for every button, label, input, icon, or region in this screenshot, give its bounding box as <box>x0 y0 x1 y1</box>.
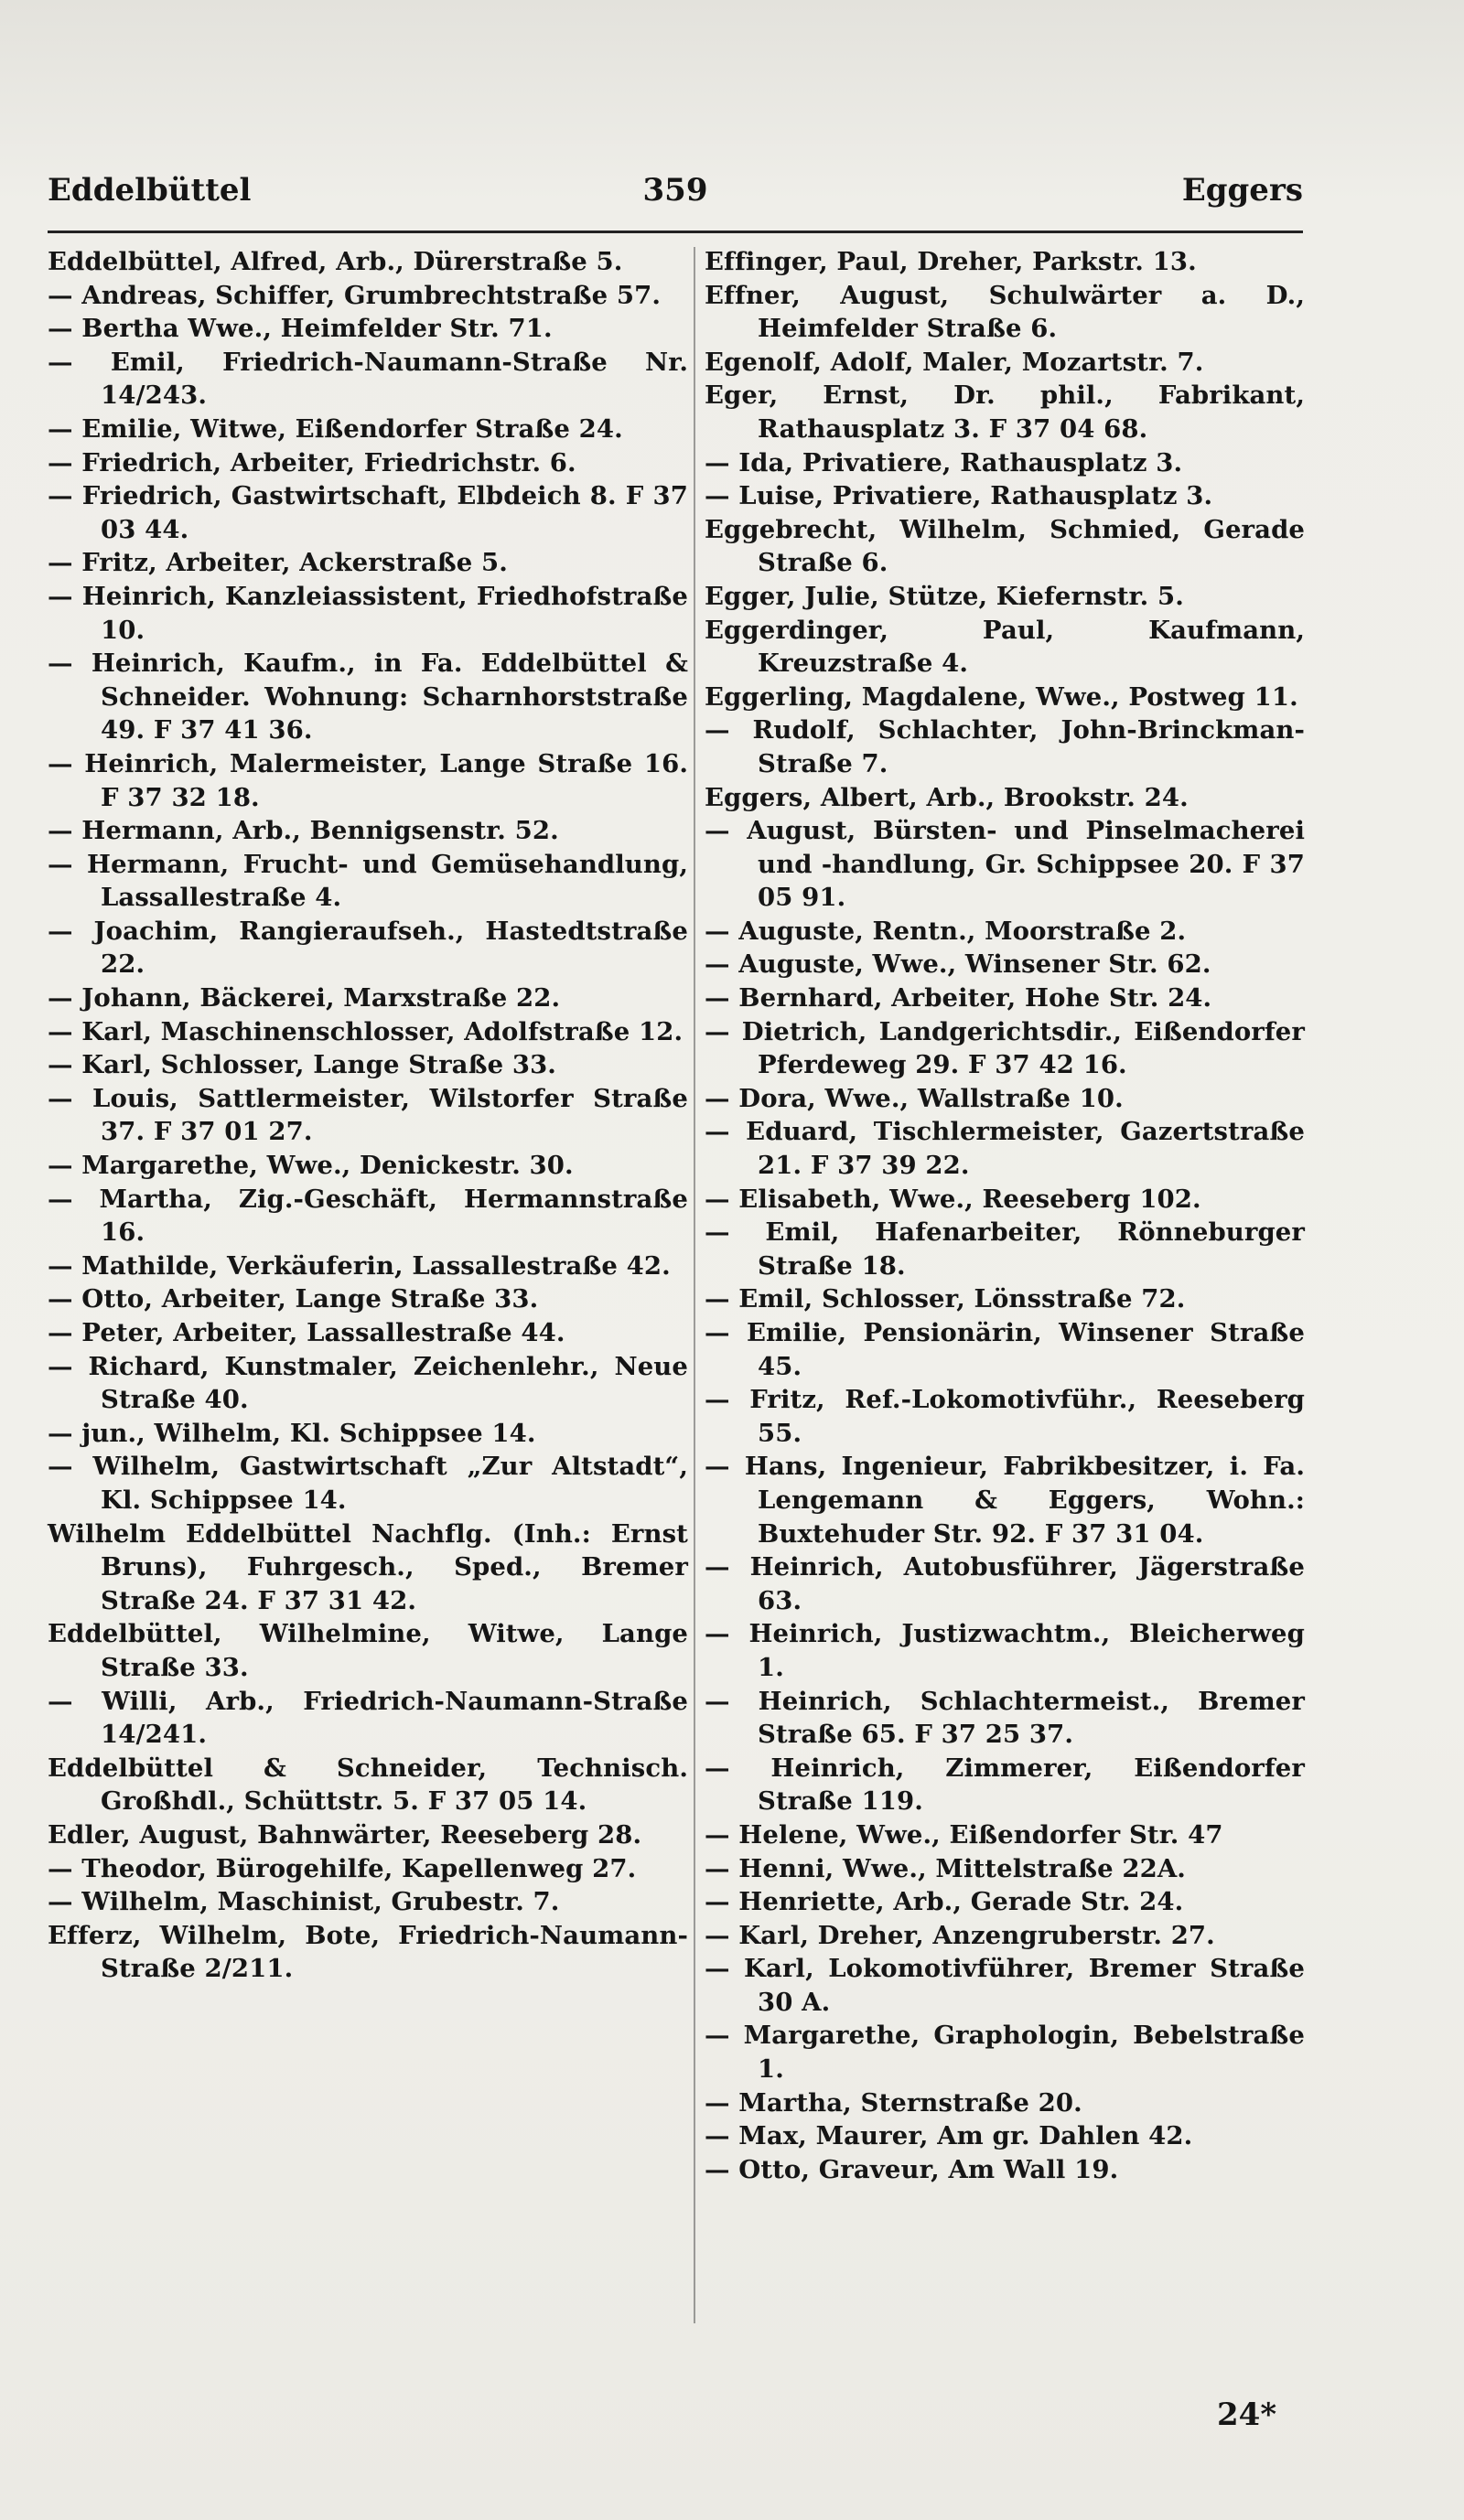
directory-entry: — Henriette, Arb., Gerade Str. 24. <box>705 1887 1184 1917</box>
directory-entry: Eddelbüttel, Wilhelmine, Witwe, Lange Straße 33. <box>48 1619 688 1682</box>
directory-entry: Wilhelm Eddelbüttel Nachflg. (Inh.: Ernst Bruns), Fuhrgesch., Sped., Bremer Straße 24. F 37 31 42. <box>48 1518 688 1615</box>
printer-signature: 24* <box>1217 2397 1277 2433</box>
directory-entry: — Karl, Schlosser, Lange Straße 33. <box>48 1050 556 1080</box>
directory-entry: Eggebrecht, Wilhelm, Schmied, Gerade Straße 6. <box>705 514 1305 578</box>
directory-entry: — Hans, Ingenieur, Fabrikbesitzer, i. Fa. Lengemann & Eggers, Wohn.: Buxtehuder Str. 92. F 37 31 04. <box>705 1452 1305 1549</box>
directory-entry: — Heinrich, Kaufm., in Fa. Eddelbüttel & Schneider. Wohnung: Scharnhorststraße 49. F 37 41 36. <box>48 649 688 745</box>
right-column <box>705 245 1305 2186</box>
directory-entry: — Fritz, Arbeiter, Ackerstraße 5. <box>48 548 508 578</box>
directory-entry: — Emil, Friedrich-Naumann-Straße Nr. 14/243. <box>48 347 688 411</box>
directory-entry: — Hermann, Frucht- und Gemüsehandlung, Lassallestraße 4. <box>48 849 688 913</box>
directory-entry: Eggers, Albert, Arb., Brookstr. 24. <box>705 782 1189 812</box>
directory-entry: — August, Bürsten- und Pinselmacherei und -handlung, Gr. Schippsee 20. F 37 05 91. <box>705 816 1305 913</box>
directory-entry: Effner, August, Schulwärter a. D., Heimfelder Straße 6. <box>705 280 1305 344</box>
page-header <box>48 172 1303 218</box>
directory-entry: — Heinrich, Malermeister, Lange Straße 16. F 37 32 18. <box>48 748 688 812</box>
directory-entry: — Karl, Dreher, Anzengruberstr. 27. <box>705 1920 1215 1950</box>
directory-entry: — Max, Maurer, Am gr. Dahlen 42. <box>705 2121 1193 2151</box>
directory-entry: — Heinrich, Autobusführer, Jägerstraße 63. <box>705 1552 1305 1615</box>
directory-entry: — Theodor, Bürogehilfe, Kapellenweg 27. <box>48 1853 637 1883</box>
directory-entry: — Andreas, Schiffer, Grumbrechtstraße 57. <box>48 280 662 310</box>
directory-entry: — Wilhelm, Gastwirtschaft „Zur Altstadt“, Kl. Schippsee 14. <box>48 1452 688 1515</box>
directory-entry: Egenolf, Adolf, Maler, Mozartstr. 7. <box>705 347 1204 377</box>
directory-entry: — Emil, Hafenarbeiter, Rönneburger Straße 18. <box>705 1217 1305 1281</box>
directory-entry: Egger, Julie, Stütze, Kiefernstr. 5. <box>705 581 1184 611</box>
directory-entry: — Friedrich, Arbeiter, Friedrichstr. 6. <box>48 447 576 477</box>
directory-entry: — Bernhard, Arbeiter, Hohe Str. 24. <box>705 983 1212 1013</box>
directory-entry: — Bertha Wwe., Heimfelder Str. 71. <box>48 314 553 344</box>
directory-entry: — Auguste, Rentn., Moorstraße 2. <box>705 916 1187 946</box>
directory-entry: — Margarethe, Graphologin, Bebelstraße 1. <box>705 2021 1305 2085</box>
directory-entry: — Emilie, Pensionärin, Winsener Straße 45. <box>705 1318 1305 1381</box>
header-right-keyword: Eggers <box>1181 172 1303 209</box>
directory-entry: Edler, August, Bahnwärter, Reeseberg 28. <box>48 1819 642 1850</box>
directory-entry: — Eduard, Tischlermeister, Gazertstraße 21. F 37 39 22. <box>705 1117 1305 1181</box>
directory-entry: — Rudolf, Schlachter, John-Brinckman-Straße 7. <box>705 715 1305 778</box>
directory-entry: — Mathilde, Verkäuferin, Lassallestraße 42. <box>48 1250 671 1281</box>
directory-entry: — Martha, Zig.-Geschäft, Hermannstraße 16. <box>48 1184 688 1248</box>
directory-entry: — Martha, Sternstraße 20. <box>705 2087 1082 2118</box>
directory-entry: — Margarethe, Wwe., Denickestr. 30. <box>48 1151 574 1181</box>
directory-entry: — Elisabeth, Wwe., Reeseberg 102. <box>705 1184 1201 1214</box>
directory-entry: — Heinrich, Schlachtermeist., Bremer Straße 65. F 37 25 37. <box>705 1686 1305 1750</box>
directory-entry: — Dora, Wwe., Wallstraße 10. <box>705 1083 1124 1113</box>
directory-entry: — Willi, Arb., Friedrich-Naumann-Straße 14/241. <box>48 1686 688 1750</box>
directory-entry: — Otto, Arbeiter, Lange Straße 33. <box>48 1284 539 1314</box>
directory-entry: Eddelbüttel & Schneider, Technisch. Großhdl., Schüttstr. 5. F 37 05 14. <box>48 1753 688 1817</box>
directory-entry: — Henni, Wwe., Mittelstraße 22A. <box>705 1853 1186 1883</box>
directory-entry: — Peter, Arbeiter, Lassallestraße 44. <box>48 1318 565 1347</box>
directory-entry: — Auguste, Wwe., Winsener Str. 62. <box>705 949 1211 980</box>
directory-entry: Eddelbüttel, Alfred, Arb., Dürerstraße 5. <box>48 247 623 276</box>
header-divider <box>48 231 1303 233</box>
directory-entry: Efferz, Wilhelm, Bote, Friedrich-Naumann-Straße 2/211. <box>48 1920 688 1984</box>
directory-entry: — Hermann, Arb., Bennigsenstr. 52. <box>48 816 559 846</box>
directory-entry: — Wilhelm, Maschinist, Grubestr. 7. <box>48 1887 560 1917</box>
directory-entry: — Heinrich, Zimmerer, Eißendorfer Straße 119. <box>705 1753 1305 1817</box>
directory-entry: Eggerling, Magdalene, Wwe., Postweg 11. <box>705 681 1298 712</box>
directory-entry: — Friedrich, Gastwirtschaft, Elbdeich 8. F 37 03 44. <box>48 481 688 544</box>
directory-entry: — Richard, Kunstmaler, Zeichenlehr., Neue Straße 40. <box>48 1351 688 1415</box>
directory-entry: — Johann, Bäckerei, Marxstraße 22. <box>48 983 561 1013</box>
directory-entry: — Emil, Schlosser, Lönsstraße 72. <box>705 1284 1186 1314</box>
directory-entry: Effinger, Paul, Dreher, Parkstr. 13. <box>705 247 1197 276</box>
directory-entry: — Heinrich, Justizwachtm., Bleicherweg 1. <box>705 1619 1305 1682</box>
header-left-keyword: Eddelbüttel <box>48 172 252 209</box>
directory-entry: — jun., Wilhelm, Kl. Schippsee 14. <box>48 1418 536 1448</box>
directory-entry: — Otto, Graveur, Am Wall 19. <box>705 2154 1119 2184</box>
directory-entry: — Karl, Lokomotivführer, Bremer Straße 30 A. <box>705 1954 1305 2017</box>
directory-entry: Eggerdinger, Paul, Kaufmann, Kreuzstraße 4. <box>705 615 1305 679</box>
directory-entry: — Fritz, Ref.-Lokomotivführ., Reeseberg 55. <box>705 1385 1305 1448</box>
page-number: 359 <box>642 172 708 209</box>
column-divider <box>694 247 695 2323</box>
directory-entry: — Louis, Sattlermeister, Wilstorfer Straße 37. F 37 01 27. <box>48 1083 688 1147</box>
directory-entry: — Karl, Maschinenschlosser, Adolfstraße 12. <box>48 1016 684 1046</box>
directory-entry: — Luise, Privatiere, Rathausplatz 3. <box>705 481 1213 511</box>
directory-entry: — Ida, Privatiere, Rathausplatz 3. <box>705 447 1183 477</box>
left-column <box>48 245 688 1986</box>
directory-entry: — Dietrich, Landgerichtsdir., Eißendorfer Pferdeweg 29. F 37 42 16. <box>705 1016 1305 1080</box>
directory-entry: — Joachim, Rangieraufseh., Hastedtstraße 22. <box>48 916 688 980</box>
directory-entry: — Helene, Wwe., Eißendorfer Str. 47 <box>705 1819 1223 1850</box>
directory-entry: Eger, Ernst, Dr. phil., Fabrikant, Rathausplatz 3. F 37 04 68. <box>705 381 1305 444</box>
directory-entry: — Emilie, Witwe, Eißendorfer Straße 24. <box>48 413 623 444</box>
directory-entry: — Heinrich, Kanzleiassistent, Friedhofstraße 10. <box>48 581 688 645</box>
